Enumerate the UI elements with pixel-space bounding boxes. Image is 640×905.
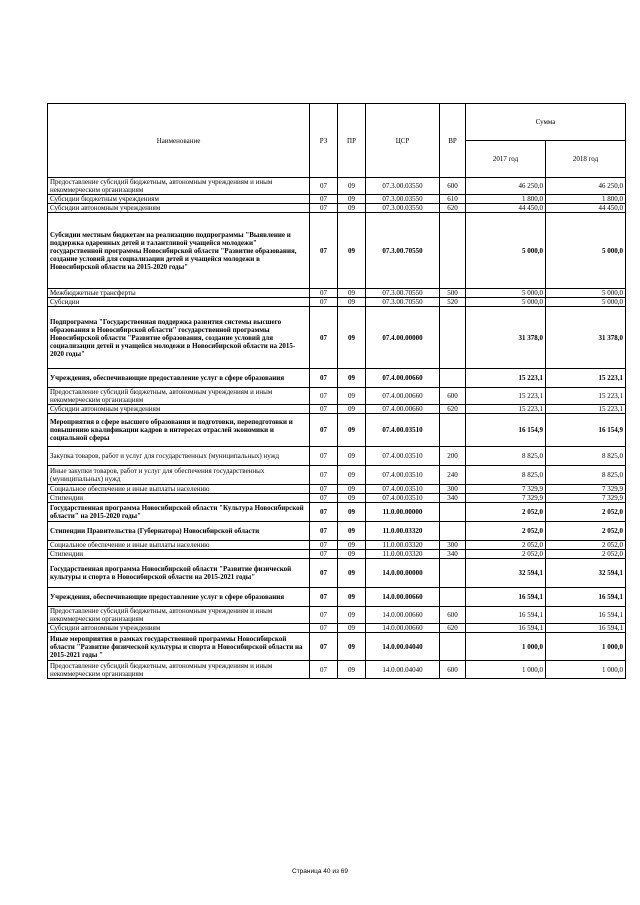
cell-pr: 09 <box>338 466 366 485</box>
cell-name: Социальное обеспечение и иные выплаты населению <box>48 541 310 550</box>
cell-pr: 09 <box>338 204 366 213</box>
cell-sum-2017: 16 154,9 <box>466 414 546 447</box>
cell-sum-2017: 1 000,0 <box>466 661 546 679</box>
cell-sum-2018: 44 450,0 <box>546 204 626 213</box>
cell-vr: 600 <box>440 607 466 624</box>
cell-csr: 07.3.00.70550 <box>366 298 440 307</box>
cell-rz: 07 <box>310 405 338 414</box>
cell-csr: 11.0.00.03320 <box>366 522 440 541</box>
cell-vr <box>440 503 466 522</box>
table-row <box>48 588 626 607</box>
cell-pr: 09 <box>338 661 366 679</box>
cell-csr: 14.0.00.04040 <box>366 661 440 679</box>
cell-csr: 07.4.00.03510 <box>366 494 440 503</box>
cell-sum-2018: 2 052,0 <box>546 503 626 522</box>
cell-rz: 07 <box>310 550 338 559</box>
cell-sum-2018: 7 329,9 <box>546 494 626 503</box>
cell-name: Закупка товаров, работ и услуг для государственных (муниципальных) нужд <box>48 447 310 466</box>
cell-vr: 500 <box>440 289 466 298</box>
cell-sum-2017: 1 000,0 <box>466 633 546 661</box>
cell-vr: 340 <box>440 550 466 559</box>
cell-vr: 600 <box>440 661 466 679</box>
cell-name: Мероприятия в сфере высшего образования и подготовки, переподготовки и повышению квалификации кадров в интересах отраслей экономики и социальной сферы <box>48 414 310 447</box>
cell-sum-2017: 7 329,9 <box>466 494 546 503</box>
cell-csr: 07.4.00.03510 <box>366 447 440 466</box>
cell-sum-2018: 2 052,0 <box>546 522 626 541</box>
cell-name: Учреждения, обеспечивающие предоставление услуг в сфере образования <box>48 588 310 607</box>
cell-sum-2018: 1 000,0 <box>546 661 626 679</box>
cell-rz: 07 <box>310 213 338 289</box>
cell-csr: 07.3.00.03550 <box>366 204 440 213</box>
cell-sum-2017: 16 594,1 <box>466 624 546 633</box>
cell-pr: 09 <box>338 503 366 522</box>
cell-sum-2018: 1 000,0 <box>546 633 626 661</box>
cell-csr: 07.4.00.03510 <box>366 414 440 447</box>
table-row <box>48 178 626 195</box>
cell-sum-2018: 16 594,1 <box>546 588 626 607</box>
cell-pr: 09 <box>338 195 366 204</box>
table-row <box>48 633 626 661</box>
header-vr: ВР <box>440 104 466 178</box>
cell-sum-2018: 8 825,0 <box>546 447 626 466</box>
cell-rz: 07 <box>310 307 338 369</box>
cell-sum-2017: 2 052,0 <box>466 541 546 550</box>
table-row <box>48 298 626 307</box>
cell-sum-2017: 1 800,0 <box>466 195 546 204</box>
table-row <box>48 541 626 550</box>
cell-csr: 07.4.00.00660 <box>366 388 440 405</box>
cell-pr: 09 <box>338 559 366 588</box>
cell-sum-2018: 5 000,0 <box>546 213 626 289</box>
cell-pr: 09 <box>338 213 366 289</box>
header-pr: ПР <box>338 104 366 178</box>
header-sum: Сумма <box>466 104 626 141</box>
cell-csr: 07.3.00.03550 <box>366 178 440 195</box>
cell-vr: 600 <box>440 178 466 195</box>
cell-name: Субсидии автономным учреждениям <box>48 405 310 414</box>
cell-sum-2018: 16 594,1 <box>546 624 626 633</box>
cell-csr: 07.4.00.03510 <box>366 485 440 494</box>
cell-vr: 600 <box>440 388 466 405</box>
cell-vr: 300 <box>440 485 466 494</box>
table-row <box>48 414 626 447</box>
cell-vr: 620 <box>440 405 466 414</box>
table-row <box>48 204 626 213</box>
table-row <box>48 213 626 289</box>
cell-sum-2017: 8 825,0 <box>466 466 546 485</box>
cell-sum-2018: 16 594,1 <box>546 607 626 624</box>
table-row <box>48 607 626 624</box>
cell-name: Государственная программа Новосибирской области "Культура Новосибирской области" на 2015-2020 годы" <box>48 503 310 522</box>
cell-csr: 07.3.00.70550 <box>366 289 440 298</box>
table-row <box>48 447 626 466</box>
cell-vr <box>440 369 466 388</box>
table-row <box>48 624 626 633</box>
cell-rz: 07 <box>310 588 338 607</box>
cell-name: Социальное обеспечение и иные выплаты населению <box>48 485 310 494</box>
cell-rz: 07 <box>310 204 338 213</box>
cell-pr: 09 <box>338 178 366 195</box>
cell-vr: 340 <box>440 494 466 503</box>
cell-name: Субсидии местным бюджетам на реализацию подпрограммы "Выявление и поддержка одаренных детей и талантливой учащейся молодежи" государственной программы Новосибирской области "Развитие образования, создание условий для социализации детей и учащейся молодежи в Новосибирской области на 2015-2020 годы" <box>48 213 310 289</box>
cell-name: Стипендии <box>48 494 310 503</box>
cell-name: Иные закупки товаров, работ и услуг для обеспечения государственных (муниципальных) нужд <box>48 466 310 485</box>
table-row <box>48 485 626 494</box>
cell-vr <box>440 213 466 289</box>
cell-sum-2018: 32 594,1 <box>546 559 626 588</box>
cell-sum-2018: 16 154,9 <box>546 414 626 447</box>
cell-csr: 07.4.00.00660 <box>366 405 440 414</box>
cell-name: Государственная программа Новосибирской области "Развитие физической культуры и спорта в Новосибирской области на 2015-2021 годы" <box>48 559 310 588</box>
cell-rz: 07 <box>310 388 338 405</box>
cell-pr: 09 <box>338 447 366 466</box>
cell-vr: 620 <box>440 624 466 633</box>
cell-sum-2018: 46 250,0 <box>546 178 626 195</box>
cell-rz: 07 <box>310 447 338 466</box>
cell-rz: 07 <box>310 466 338 485</box>
cell-vr: 300 <box>440 541 466 550</box>
cell-sum-2018: 2 052,0 <box>546 541 626 550</box>
cell-rz: 07 <box>310 494 338 503</box>
cell-rz: 07 <box>310 414 338 447</box>
cell-vr: 240 <box>440 466 466 485</box>
cell-rz: 07 <box>310 522 338 541</box>
cell-csr: 07.4.00.03510 <box>366 466 440 485</box>
cell-name: Субсидии автономным учреждениям <box>48 624 310 633</box>
cell-sum-2017: 5 000,0 <box>466 298 546 307</box>
table-row <box>48 388 626 405</box>
cell-vr <box>440 522 466 541</box>
page-footer: Страница 40 из 69 <box>292 868 348 875</box>
table-row <box>48 405 626 414</box>
table-row <box>48 494 626 503</box>
table-row <box>48 522 626 541</box>
table-row <box>48 550 626 559</box>
cell-pr: 09 <box>338 405 366 414</box>
cell-rz: 07 <box>310 633 338 661</box>
cell-csr: 07.4.00.00660 <box>366 369 440 388</box>
cell-sum-2017: 2 052,0 <box>466 522 546 541</box>
header-year-2018: 2018 год <box>546 141 626 178</box>
cell-csr: 14.0.00.00660 <box>366 624 440 633</box>
cell-vr <box>440 559 466 588</box>
cell-rz: 07 <box>310 369 338 388</box>
cell-name: Субсидии бюджетным учреждениям <box>48 195 310 204</box>
table-row <box>48 307 626 369</box>
cell-rz: 07 <box>310 289 338 298</box>
cell-csr: 14.0.00.00000 <box>366 559 440 588</box>
cell-csr: 14.0.00.04040 <box>366 633 440 661</box>
cell-name: Предоставление субсидий бюджетным, автономным учреждениям и иным некоммерческим организациям <box>48 388 310 405</box>
cell-csr: 07.4.00.00000 <box>366 307 440 369</box>
cell-csr: 14.0.00.00660 <box>366 588 440 607</box>
cell-vr <box>440 588 466 607</box>
cell-sum-2018: 5 000,0 <box>546 298 626 307</box>
cell-csr: 11.0.00.00000 <box>366 503 440 522</box>
cell-vr: 520 <box>440 298 466 307</box>
cell-rz: 07 <box>310 541 338 550</box>
cell-name: Подпрограмма "Государственная поддержка развития системы высшего образования в Новосибирской области" государственной программы Новосибирской области "Развитие образования, создание условий для социализации детей и учащейся молодежи в Новосибирской области на 2015-2020 годы" <box>48 307 310 369</box>
cell-pr: 09 <box>338 633 366 661</box>
cell-vr <box>440 633 466 661</box>
cell-sum-2017: 7 329,9 <box>466 485 546 494</box>
cell-sum-2017: 8 825,0 <box>466 447 546 466</box>
cell-name: Учреждения, обеспечивающие предоставление услуг в сфере образования <box>48 369 310 388</box>
table-row <box>48 559 626 588</box>
cell-sum-2017: 5 000,0 <box>466 289 546 298</box>
cell-csr: 07.3.00.70550 <box>366 213 440 289</box>
table-row <box>48 289 626 298</box>
cell-sum-2018: 2 052,0 <box>546 550 626 559</box>
cell-pr: 09 <box>338 550 366 559</box>
cell-rz: 07 <box>310 559 338 588</box>
cell-rz: 07 <box>310 298 338 307</box>
cell-sum-2017: 16 594,1 <box>466 588 546 607</box>
cell-rz: 07 <box>310 178 338 195</box>
cell-csr: 11.0.00.03320 <box>366 541 440 550</box>
cell-pr: 09 <box>338 388 366 405</box>
cell-sum-2018: 5 000,0 <box>546 289 626 298</box>
cell-vr <box>440 414 466 447</box>
cell-sum-2018: 1 800,0 <box>546 195 626 204</box>
cell-pr: 09 <box>338 298 366 307</box>
header-name: Наименование <box>48 104 310 178</box>
cell-name: Межбюджетные трансферты <box>48 289 310 298</box>
cell-name: Субсидии автономным учреждениям <box>48 204 310 213</box>
table-row <box>48 466 626 485</box>
cell-sum-2017: 5 000,0 <box>466 213 546 289</box>
cell-rz: 07 <box>310 661 338 679</box>
cell-pr: 09 <box>338 541 366 550</box>
cell-sum-2018: 7 329,9 <box>546 485 626 494</box>
table-body <box>48 178 626 679</box>
budget-sheet <box>47 103 625 679</box>
header-year-2017: 2017 год <box>466 141 546 178</box>
cell-name: Предоставление субсидий бюджетным, автономным учреждениям и иным некоммерческим организациям <box>48 661 310 679</box>
cell-rz: 07 <box>310 624 338 633</box>
header-csr: ЦСР <box>366 104 440 178</box>
table-row <box>48 503 626 522</box>
cell-vr <box>440 307 466 369</box>
cell-sum-2018: 15 223,1 <box>546 388 626 405</box>
cell-pr: 09 <box>338 588 366 607</box>
cell-rz: 07 <box>310 485 338 494</box>
cell-name: Стипендии Правительства (Губернатора) Новосибирской области <box>48 522 310 541</box>
header-rz: РЗ <box>310 104 338 178</box>
cell-csr: 14.0.00.00660 <box>366 607 440 624</box>
cell-name: Субсидии <box>48 298 310 307</box>
cell-pr: 09 <box>338 607 366 624</box>
cell-sum-2018: 31 378,0 <box>546 307 626 369</box>
cell-rz: 07 <box>310 195 338 204</box>
cell-pr: 09 <box>338 624 366 633</box>
cell-name: Предоставление субсидий бюджетным, автономным учреждениям и иным некоммерческим организациям <box>48 607 310 624</box>
cell-pr: 09 <box>338 494 366 503</box>
cell-vr: 620 <box>440 204 466 213</box>
cell-sum-2018: 15 223,1 <box>546 369 626 388</box>
budget-table <box>47 103 626 679</box>
cell-sum-2017: 31 378,0 <box>466 307 546 369</box>
cell-name: Иные мероприятия в рамках государственной программы Новосибирской области "Развитие физической культуры и спорта в Новосибирской области на 2015-2021 годы " <box>48 633 310 661</box>
cell-sum-2017: 15 223,1 <box>466 405 546 414</box>
cell-pr: 09 <box>338 307 366 369</box>
cell-pr: 09 <box>338 369 366 388</box>
cell-sum-2018: 8 825,0 <box>546 466 626 485</box>
cell-sum-2017: 15 223,1 <box>466 369 546 388</box>
cell-sum-2017: 16 594,1 <box>466 607 546 624</box>
cell-csr: 07.3.00.03550 <box>366 195 440 204</box>
table-row <box>48 195 626 204</box>
cell-pr: 09 <box>338 522 366 541</box>
cell-sum-2017: 2 052,0 <box>466 503 546 522</box>
cell-pr: 09 <box>338 289 366 298</box>
cell-sum-2018: 15 223,1 <box>546 405 626 414</box>
cell-rz: 07 <box>310 607 338 624</box>
cell-name: Стипендии <box>48 550 310 559</box>
cell-pr: 09 <box>338 414 366 447</box>
cell-name: Предоставление субсидий бюджетным, автономным учреждениям и иным некоммерческим организациям <box>48 178 310 195</box>
cell-vr: 610 <box>440 195 466 204</box>
cell-vr: 200 <box>440 447 466 466</box>
cell-pr: 09 <box>338 485 366 494</box>
cell-sum-2017: 15 223,1 <box>466 388 546 405</box>
cell-sum-2017: 32 594,1 <box>466 559 546 588</box>
table-row <box>48 369 626 388</box>
cell-csr: 11.0.00.03320 <box>366 550 440 559</box>
cell-sum-2017: 2 052,0 <box>466 550 546 559</box>
cell-sum-2017: 46 250,0 <box>466 178 546 195</box>
cell-sum-2017: 44 450,0 <box>466 204 546 213</box>
cell-rz: 07 <box>310 503 338 522</box>
table-row <box>48 661 626 679</box>
